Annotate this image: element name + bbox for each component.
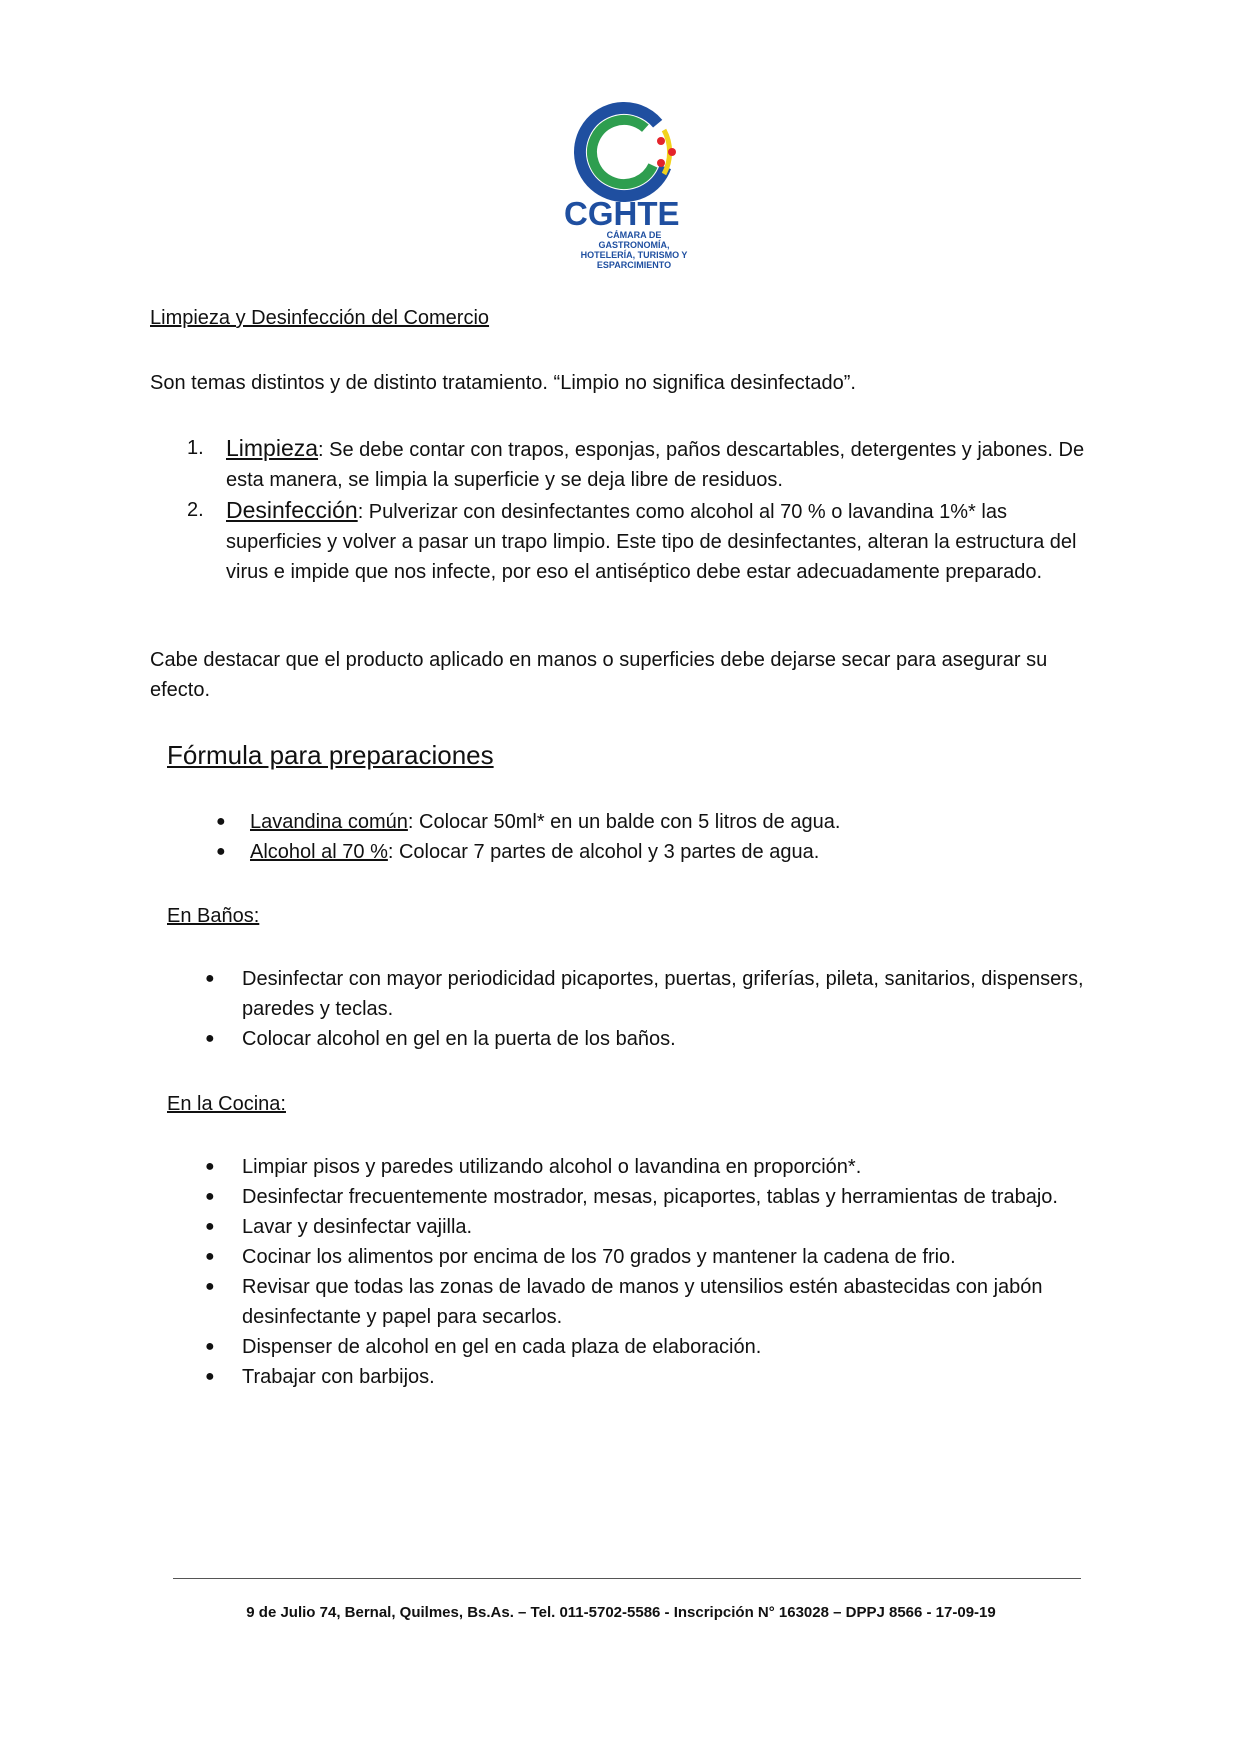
section-title-limpieza: Limpieza y Desinfección del Comercio xyxy=(150,307,490,329)
list-item xyxy=(216,807,1096,837)
list-item xyxy=(205,1362,1085,1392)
item-text: Revisar que todas las zonas de lavado de manos y utensilios estén abastecidas con jabón desinfectante y papel para secarlos. xyxy=(242,1276,1043,1328)
item-text: Trabajar con barbijos. xyxy=(242,1366,435,1388)
bullet-icon: ● xyxy=(205,1158,215,1175)
item-text: Colocar alcohol en gel en la puerta de los baños. xyxy=(242,1028,676,1050)
bullet-icon: ● xyxy=(205,970,215,987)
intro-paragraph: Son temas distintos y de distinto tratamiento. “Limpio no significa desinfectado”. xyxy=(150,372,856,394)
list-item xyxy=(205,1212,1085,1242)
bullet-icon: ● xyxy=(205,1218,215,1235)
bullet-icon: ● xyxy=(205,1030,215,1047)
footer-text: 9 de Julio 74, Bernal, Quilmes, Bs.As. – Tel. 011-5702-5586 - Inscripción N° 163028 – DPPJ 8566 - 17-09-19 xyxy=(246,1604,996,1621)
item-text: : Colocar 50ml* en un balde con 5 litros de agua. xyxy=(407,811,841,833)
section-title-banos: En Baños: xyxy=(167,905,260,927)
cghte-logo xyxy=(560,100,700,270)
item-text: : Colocar 7 partes de alcohol y 3 partes de agua. xyxy=(387,841,820,863)
term-desinfeccion: Desinfección xyxy=(226,497,358,523)
numbered-list xyxy=(150,433,1095,587)
cghte-logo-icon xyxy=(560,100,700,270)
list-item xyxy=(216,837,1096,867)
item-text: Cocinar los alimentos por encima de los 70 grados y mantener la cadena de frio. xyxy=(242,1246,956,1268)
logo-subtitle: CÁMARA DE GASTRONOMÍA, HOTELERÍA, TURISMO Y ESPARCIMIENTO xyxy=(580,230,688,270)
bullet-icon: ● xyxy=(216,813,226,830)
item-text: Dispenser de alcohol en gel en cada plaza de elaboración. xyxy=(242,1336,762,1358)
cocina-list xyxy=(205,1152,1085,1392)
term-lavandina: Lavandina común xyxy=(250,811,408,833)
list-item xyxy=(150,433,1095,495)
list-item xyxy=(205,964,1085,1024)
item-text: : Pulverizar con desinfectantes como alcohol al 70 % o lavandina 1%* las superficies y volver a pasar un trapo limpio. Este tipo de desinfectantes, alteran la estructura del virus e impide que nos infecte, por eso el antiséptico debe estar adecuadamente preparado. xyxy=(226,501,1077,583)
list-item xyxy=(205,1272,1085,1332)
list-item xyxy=(205,1332,1085,1362)
list-item xyxy=(205,1152,1085,1182)
list-number: 2. xyxy=(187,499,204,521)
list-item xyxy=(205,1182,1085,1212)
logo-text: CGHTE xyxy=(564,195,680,232)
term-alcohol: Alcohol al 70 % xyxy=(250,841,388,863)
bullet-icon: ● xyxy=(205,1368,215,1385)
item-text: Limpiar pisos y paredes utilizando alcohol o lavandina en proporción*. xyxy=(242,1156,862,1178)
bullet-icon: ● xyxy=(205,1188,215,1205)
bullet-icon: ● xyxy=(216,843,226,860)
banos-list xyxy=(205,964,1085,1054)
bullet-icon: ● xyxy=(205,1338,215,1355)
list-item xyxy=(205,1242,1085,1272)
section-title-cocina: En la Cocina: xyxy=(167,1093,286,1115)
term-limpieza: Limpieza xyxy=(226,435,319,461)
formula-list xyxy=(216,807,1096,867)
note-paragraph: Cabe destacar que el producto aplicado en manos o superficies debe dejarse secar para asegurar su efecto. xyxy=(150,649,1048,701)
list-number: 1. xyxy=(187,437,204,459)
bullet-icon: ● xyxy=(205,1248,215,1265)
item-text: Desinfectar con mayor periodicidad picaportes, puertas, griferías, pileta, sanitarios, dispensers, paredes y teclas. xyxy=(242,968,1084,1020)
list-item xyxy=(205,1024,1085,1054)
list-item xyxy=(150,495,1095,587)
bullet-icon: ● xyxy=(205,1278,215,1295)
item-text: Desinfectar frecuentemente mostrador, mesas, picaportes, tablas y herramientas de trabajo. xyxy=(242,1186,1058,1208)
item-text: Lavar y desinfectar vajilla. xyxy=(242,1216,473,1238)
item-text: : Se debe contar con trapos, esponjas, paños descartables, detergentes y jabones. De esta manera, se limpia la superficie y se deja libre de residuos. xyxy=(226,439,1085,491)
section-title-formula: Fórmula para preparaciones xyxy=(167,740,494,770)
footer-divider xyxy=(173,1578,1081,1579)
